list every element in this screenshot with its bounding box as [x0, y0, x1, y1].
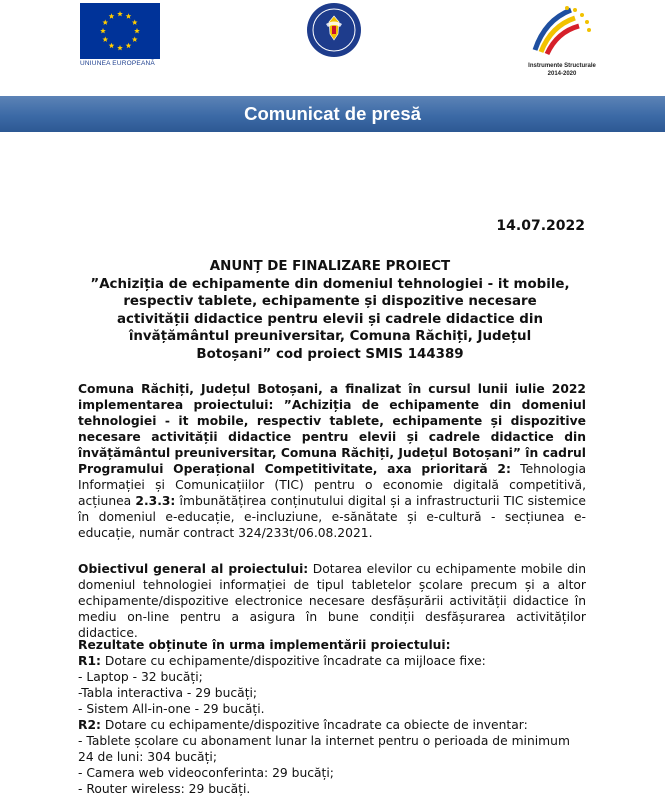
objective-text: Dotarea elevilor cu echipamente mobile din domeniul tehnologiei informației de tipul tabletelor școlare precum și a altor echipamente/dispozitive electronice necesare desfășurării activității didactice în mediu on-line pentru a asigura în bune condiții desfășurarea activităților didactice.: [78, 562, 586, 640]
list-item: - Camera web videoconferinta: 29 bucăți;: [78, 766, 334, 780]
objective-label: Obiectivul general al proiectului:: [78, 562, 309, 576]
banner-title: Comunicat de presă: [244, 103, 421, 124]
government-seal-logo: [306, 2, 362, 58]
structural-instruments-logo: [527, 2, 597, 60]
announcement-heading: [90, 258, 570, 364]
r1-text: Dotare cu echipamente/dispozitive încadrate ca mijloace fixe:: [100, 654, 486, 668]
objective-paragraph: [78, 561, 586, 641]
r2-text: Dotare cu echipamente/dispozitive încadrate ca obiecte de inventar:: [100, 718, 528, 732]
list-item: -Tabla interactiva - 29 bucăți;: [78, 686, 258, 700]
eu-caption: UNIUNEA EUROPEANĂ: [80, 60, 155, 67]
list-item: - Laptop - 32 bucăți;: [78, 670, 203, 684]
results-label: Rezultate obținute în urma implementării proiectului:: [78, 638, 451, 652]
structural-instruments-caption: [517, 62, 607, 78]
r1-label: R1:: [78, 654, 101, 668]
is-caption-title: Instrumente Structurale: [528, 63, 596, 69]
logo-header: [0, 0, 665, 92]
heading-project-title: ”Achiziția de echipamente din domeniul tehnologiei - it mobile, respectiv tablete, echipamente și dispozitive necesare activității didactice pentru elevii și cadrele didactice din învățământul preuniversitar, Comuna Răchiți, Județul Botoșani” cod proiect SMIS 144389: [90, 276, 570, 362]
is-caption-years: 2014-2020: [547, 71, 577, 77]
list-item: - Tablete școlare cu abonament lunar la internet pentru o perioada de minimum 24 de luni: 304 bucăți;: [78, 734, 570, 764]
intro-paragraph: [78, 381, 586, 541]
intro-text-2: îmbunătățirea conținutului digital și a infrastructurii TIC sistemice în domeniul e-educație, e-incluziune, e-sănătate și e-cultură - secțiunea e-educație, număr contract 324/233t/06.08.2021.: [78, 494, 586, 540]
list-item: - Router wireless: 29 bucăți.: [78, 782, 251, 796]
release-date: 14.07.2022: [496, 218, 585, 234]
list-item: - Sistem All-in-one - 29 bucăți.: [78, 702, 265, 716]
intro-bold-text: Comuna Răchiți, Județul Botoșani, a finalizat în cursul lunii iulie 2022 implementarea proiectului: ”Achiziția de echipamente din domeniul tehnologiei - it mobile, respectiv tablete, echipamente și dispozitive necesare activității didactice pentru elevii și cadrele didactice din învățământul preuniversitar, Comuna Răchiți, Județul Botoșani” în cadrul Programului Operațional Competitivitate, axa prioritară 2:: [78, 382, 586, 476]
eu-flag-logo: [80, 3, 160, 59]
intro-text-1: Tehnologia Informației și Comunicațiilor (TIC) pentru o economie digitală competitivă, acțiunea: [78, 462, 586, 508]
r2-label: R2:: [78, 718, 101, 732]
press-release-banner: [0, 96, 665, 132]
intro-action-code: 2.3.3:: [135, 494, 176, 508]
results-section: [78, 637, 586, 797]
heading-title: ANUNȚ DE FINALIZARE PROIECT: [209, 259, 451, 274]
